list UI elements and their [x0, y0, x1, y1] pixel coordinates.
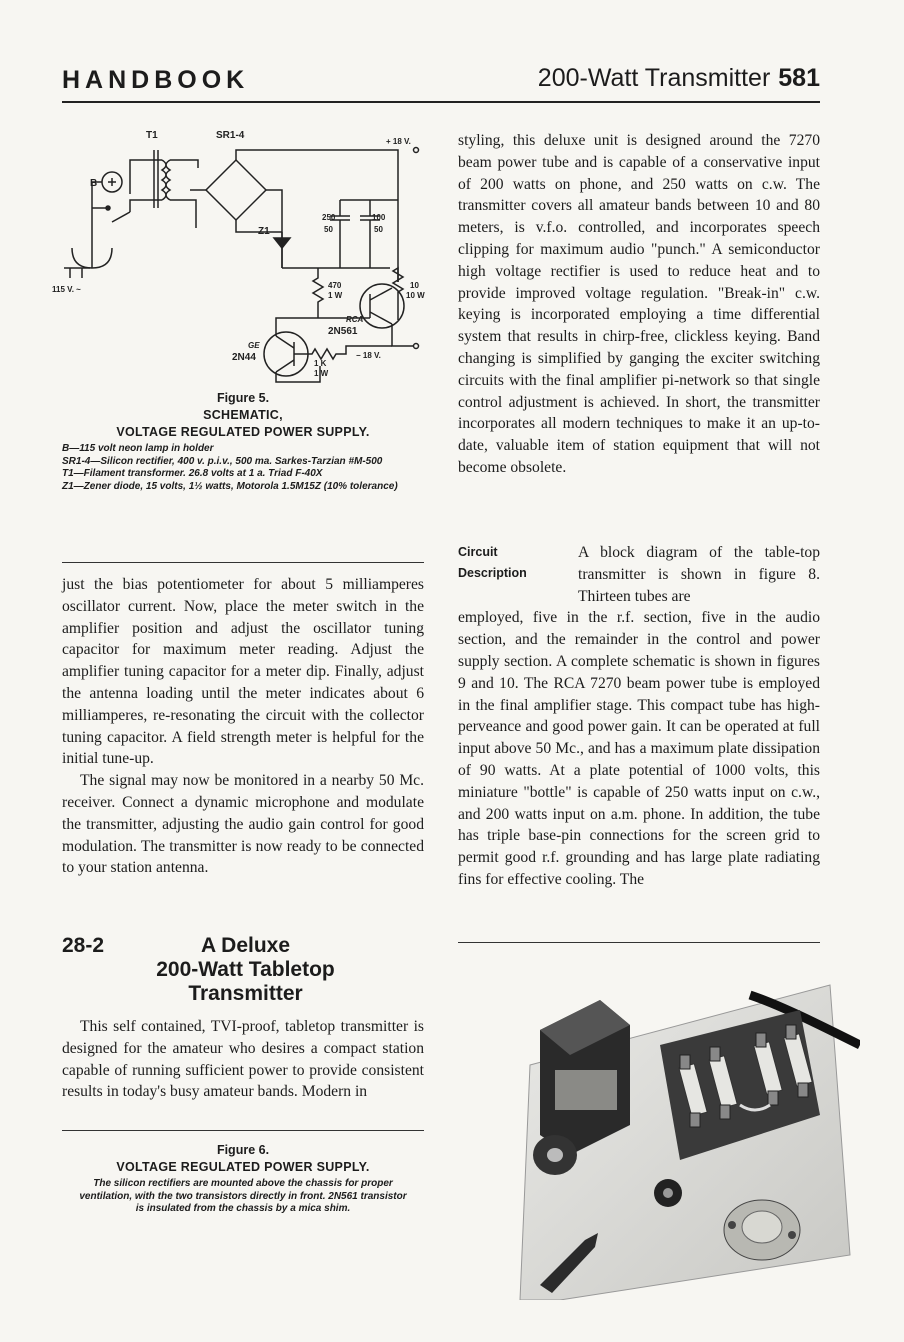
- body-paragraph: This self contained, TVI-proof, tabletop transmitter is designed for the amateur who desires a compact station capable of running sufficient power to provide consistent results in today's busy amateur bands. Modern in: [62, 1018, 424, 1101]
- section-title-line: Transmitter: [188, 982, 303, 1005]
- label-cap2-bot: 50: [374, 225, 383, 234]
- circuit-description: [458, 542, 820, 891]
- label-res10-bot: 10 W: [406, 291, 425, 300]
- label-plus18: + 18 V.: [386, 137, 411, 146]
- label-minus18: − 18 V.: [356, 351, 381, 360]
- label-sr: SR1-4: [216, 130, 245, 141]
- section-title: [118, 934, 373, 1006]
- label-res470-top: 470: [328, 281, 342, 290]
- label-q2: 2N44: [232, 352, 256, 363]
- figure5-title-1: SCHEMATIC,: [203, 408, 283, 422]
- right-column: [458, 130, 820, 479]
- body-paragraph: just the bias potentiometer for about 5 milliamperes oscillator current. Now, place the meter switch in the amplifier position and adjust the oscillator tuning capacitor for maximum meter reading. Adjust the amplifier tuning capacitor for a meter dip. Finally, adjust the antenna loading until the meter indicates about 6 milliamperes, re-resonating the circuit with the collector tuning capacitor. A field strength meter is helpful for the initial tune-up.: [62, 576, 424, 768]
- section-title-line: A Deluxe: [200, 934, 291, 957]
- figure5-notes: [62, 443, 424, 493]
- section-number: 28-2: [62, 934, 105, 957]
- label-t1: T1: [146, 130, 158, 141]
- page-number: 581: [778, 64, 820, 92]
- label-ge: GE: [248, 341, 260, 350]
- label-res10-top: 10: [410, 281, 419, 290]
- chapter-title: 200-Watt Transmitter: [537, 64, 771, 92]
- figure5-title-2: VOLTAGE REGULATED POWER SUPPLY.: [116, 425, 370, 439]
- label-res1k-top: 1 K: [314, 359, 327, 368]
- figure5-rule: [62, 562, 424, 563]
- figure6-rule: [62, 1130, 424, 1131]
- label-res1k-bot: 1 W: [314, 369, 329, 378]
- figure5-number: Figure 5.: [216, 391, 270, 405]
- label-q1: 2N561: [328, 326, 358, 337]
- label-cap1-bot: 50: [324, 225, 333, 234]
- section-title-line: 200-Watt Tabletop: [156, 958, 335, 981]
- power-supply-photo: [500, 955, 860, 1300]
- side-heading: [458, 542, 578, 607]
- side-heading-line: Circuit: [458, 545, 498, 559]
- figure5-note: T1—Filament transformer. 26.8 volts at 1 a. Triad F-40X: [62, 468, 323, 479]
- figure6-caption: [62, 1142, 424, 1216]
- label-line-voltage: 115 V. ~: [52, 285, 81, 294]
- figure6-number: Figure 6.: [216, 1143, 270, 1157]
- label-cap1-top: 250: [322, 213, 336, 222]
- side-heading-line: Description: [458, 566, 527, 580]
- body-paragraph: A block diagram of the table-top transmitter is shown in figure 8. Thirteen tubes are: [578, 544, 820, 605]
- left-column: [62, 574, 424, 879]
- figure5-note: B—115 volt neon lamp in holder: [62, 443, 214, 454]
- label-res470-bot: 1 W: [328, 291, 343, 300]
- schematic-diagram: [50, 120, 430, 385]
- running-header-chapter: [538, 64, 820, 93]
- figure6-text: The silicon rectifiers are mounted above the chassis for proper ventilation, with the two transistors directly in front. 2N561 transistor is insulated from the chassis by a mica shim.: [79, 1178, 407, 1214]
- figure6-photo-rule: [458, 942, 820, 943]
- label-rca: RCA: [346, 315, 364, 324]
- body-paragraph: The signal may now be monitored in a nearby 50 Mc. receiver. Connect a dynamic microphone and modulate the transmitter, adjusting the audio gain control for good modulation. The transmitter is now ready to be connected to your station antenna.: [62, 772, 424, 877]
- running-header-book: HANDBOOK: [62, 66, 250, 94]
- header-rule: [62, 101, 820, 103]
- label-b: B: [90, 178, 98, 189]
- body-paragraph: employed, five in the r.f. section, five in the audio section, and the remainder in the control and power supply section. A complete schematic is shown in figures 9 and 10. The RCA 7270 beam power tube is employed in the final amplifier stage. This compact tube has high-perveance and good power gain. It can be operated at full input above 50 Mc., and has a maximum plate dissipation of 90 watts. At a plate potential of 1000 volts, this miniature "bottle" is capable of 250 watts input on c.w., and 200 watts input on a.m. phone. In addition, the tube has triple base-pin connections for the screen grid to permit good r.f. grounding and has large plate radiating fins for effective cooling. The: [458, 609, 820, 888]
- label-z1: Z1: [258, 226, 270, 237]
- figure5-caption: [62, 390, 424, 493]
- figure5-note: Z1—Zener diode, 15 volts, 1½ watts, Motorola 1.5M15Z (10% tolerance): [62, 480, 398, 492]
- figure6-title: VOLTAGE REGULATED POWER SUPPLY.: [116, 1160, 370, 1174]
- section-intro: [62, 1016, 424, 1103]
- figure5-note: SR1-4—Silicon rectifier, 400 v. p.i.v., 500 ma. Sarkes-Tarzian #M-500: [62, 455, 383, 467]
- label-cap2-top: 100: [372, 213, 386, 222]
- body-paragraph: styling, this deluxe unit is designed around the 7270 beam power tube and is capable of a conservative input of 200 watts on phone, and 250 watts on c.w. The transmitter covers all amateur bands between 10 and 80 meters, is v.f.o. controlled, and incorporates speech clipping for maximum audio "punch." A semiconductor high voltage rectifier is used to reduce heat and to provide improved voltage regulation. "Break-in" c.w. keying is incorporated employing a time differential system that results in chirp-free, clickless keying. Band changing is simplified by ganging the exciter switching circuits with the final amplifier pi-network so that single control adjustment is achieved. In short, the transmitter incorporates all modern techniques to make it an up-to-date, valuable item of station equipment that will not become obsolete.: [458, 132, 820, 476]
